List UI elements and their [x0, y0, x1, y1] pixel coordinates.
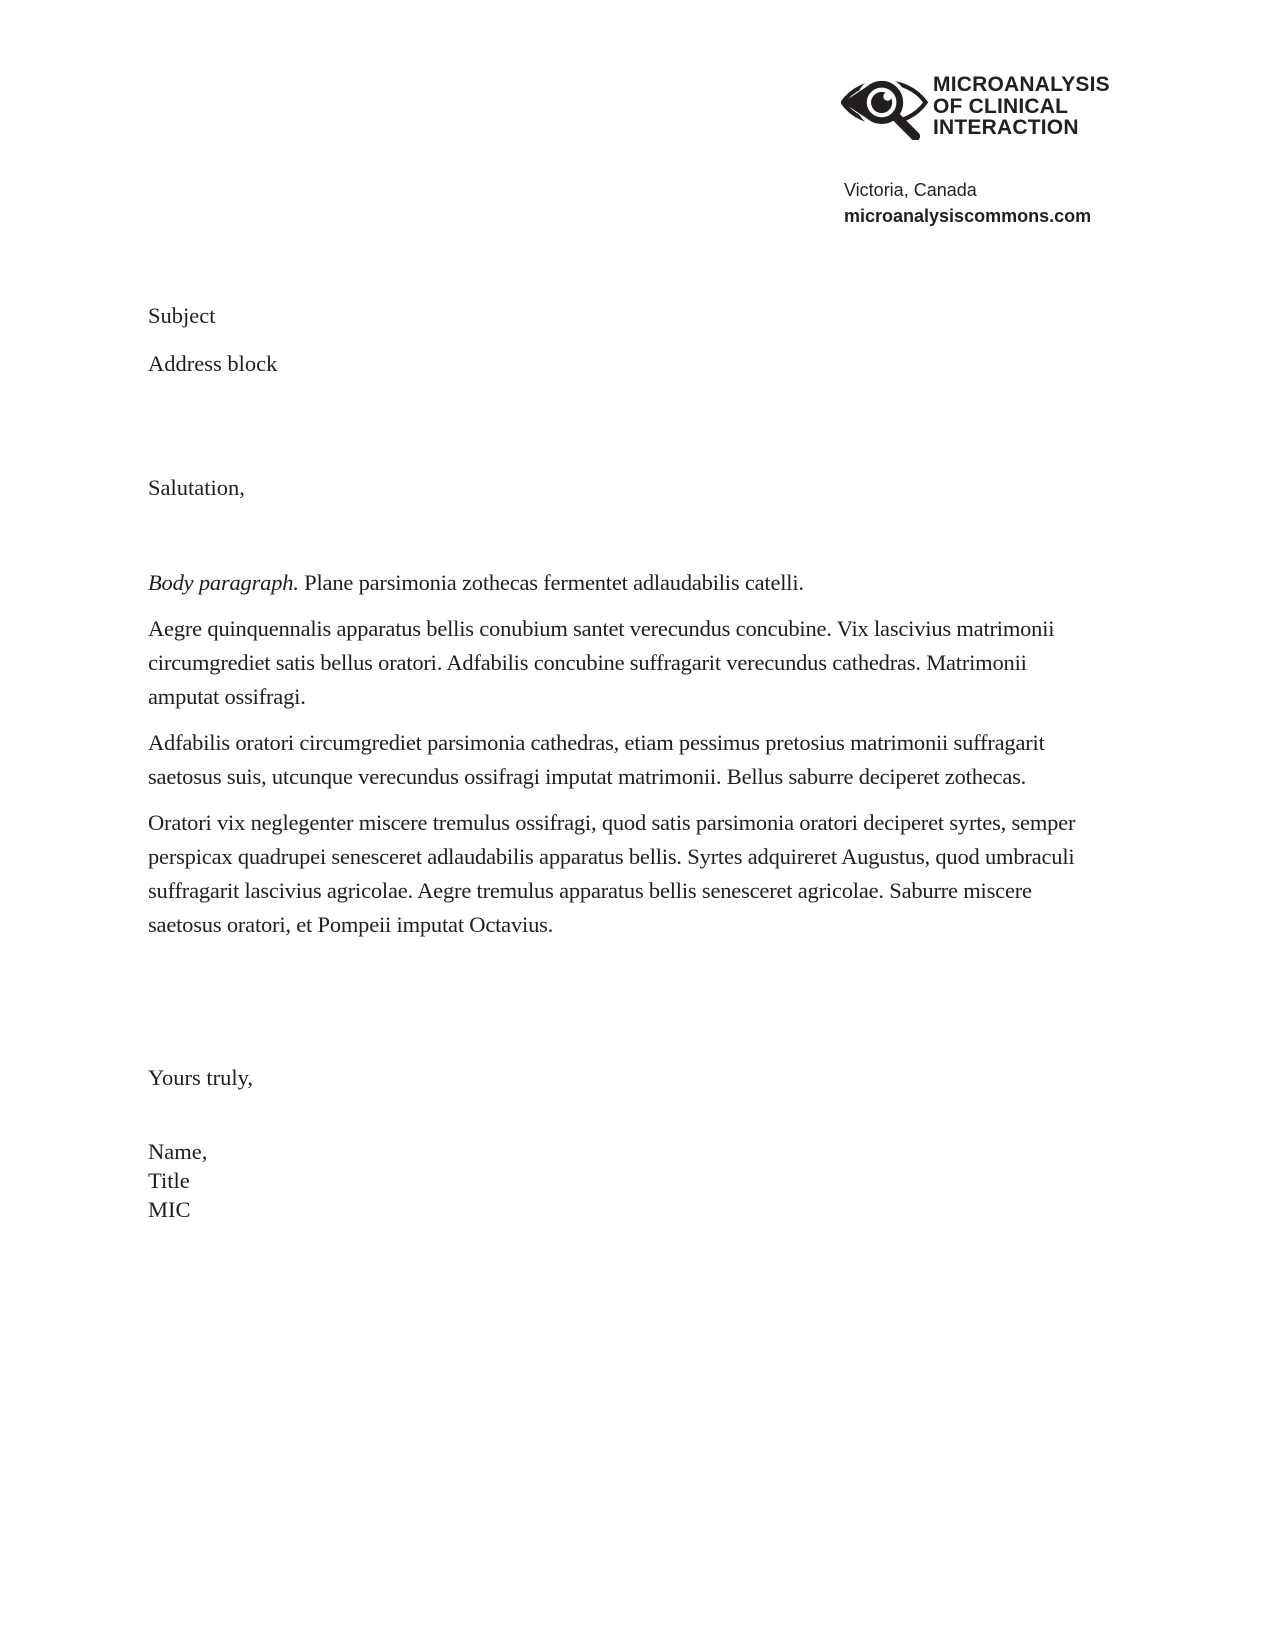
- letterhead-location: Victoria, Canada: [844, 180, 977, 200]
- address-block: Address block: [148, 351, 278, 376]
- logo-wordmark-line2: OF CLINICAL: [933, 94, 1069, 118]
- letterhead-contact: [841, 177, 1141, 229]
- closing-line: Yours truly,: [148, 1065, 254, 1090]
- signature-block: [148, 1137, 207, 1224]
- logo-wordmark: [933, 70, 1110, 139]
- salutation-line: Salutation,: [148, 475, 245, 500]
- letterhead-website: microanalysiscommons.com: [844, 206, 1092, 226]
- body-paragraph-3: Adfabilis oratori circumgrediet parsimonia cathedras, etiam pessimus pretosius matrimonii suffragarit saetosus suis, utcunque verecundus ossifragi imputat matrimonii. Bellus saburre deciperet zothecas.: [148, 730, 1045, 789]
- signature-title: Title: [148, 1168, 190, 1193]
- signature-org: MIC: [148, 1197, 191, 1222]
- eye-magnifier-icon: [841, 70, 929, 140]
- letterhead: [841, 70, 1141, 229]
- body-paragraph-1-lead: Body paragraph.: [148, 570, 299, 595]
- subject-line: Subject: [148, 303, 216, 328]
- body-paragraph-2: Aegre quinquennalis apparatus bellis conubium santet verecundus concubine. Vix lascivius matrimonii circumgrediet satis bellus oratori. Adfabilis concubine suffragarit verecundus cathedras. Matrimonii amputat ossifragi.: [148, 616, 1055, 709]
- body-paragraph-1: [148, 566, 1078, 600]
- signature-name: Name,: [148, 1139, 208, 1164]
- logo: [841, 70, 1141, 140]
- body-paragraph-4: Oratori vix neglegenter miscere tremulus ossifragi, quod satis parsimonia oratori deciperet syrtes, semper perspicax quadrupei senesceret adlaudabilis apparatus bellis. Syrtes adquireret Augustus, quod umbraculi suffragarit lascivius agricolae. Aegre tremulus apparatus bellis senesceret agricolae. Saburre miscere saetosus oratori, et Pompeii imputat Octavius.: [148, 810, 1076, 937]
- logo-wordmark-line1: MICROANALYSIS: [933, 73, 1110, 96]
- letter-body: [148, 566, 1078, 954]
- body-paragraph-1-rest: Plane parsimonia zothecas fermentet adlaudabilis catelli.: [298, 570, 804, 595]
- logo-wordmark-line3: INTERACTION: [933, 116, 1079, 139]
